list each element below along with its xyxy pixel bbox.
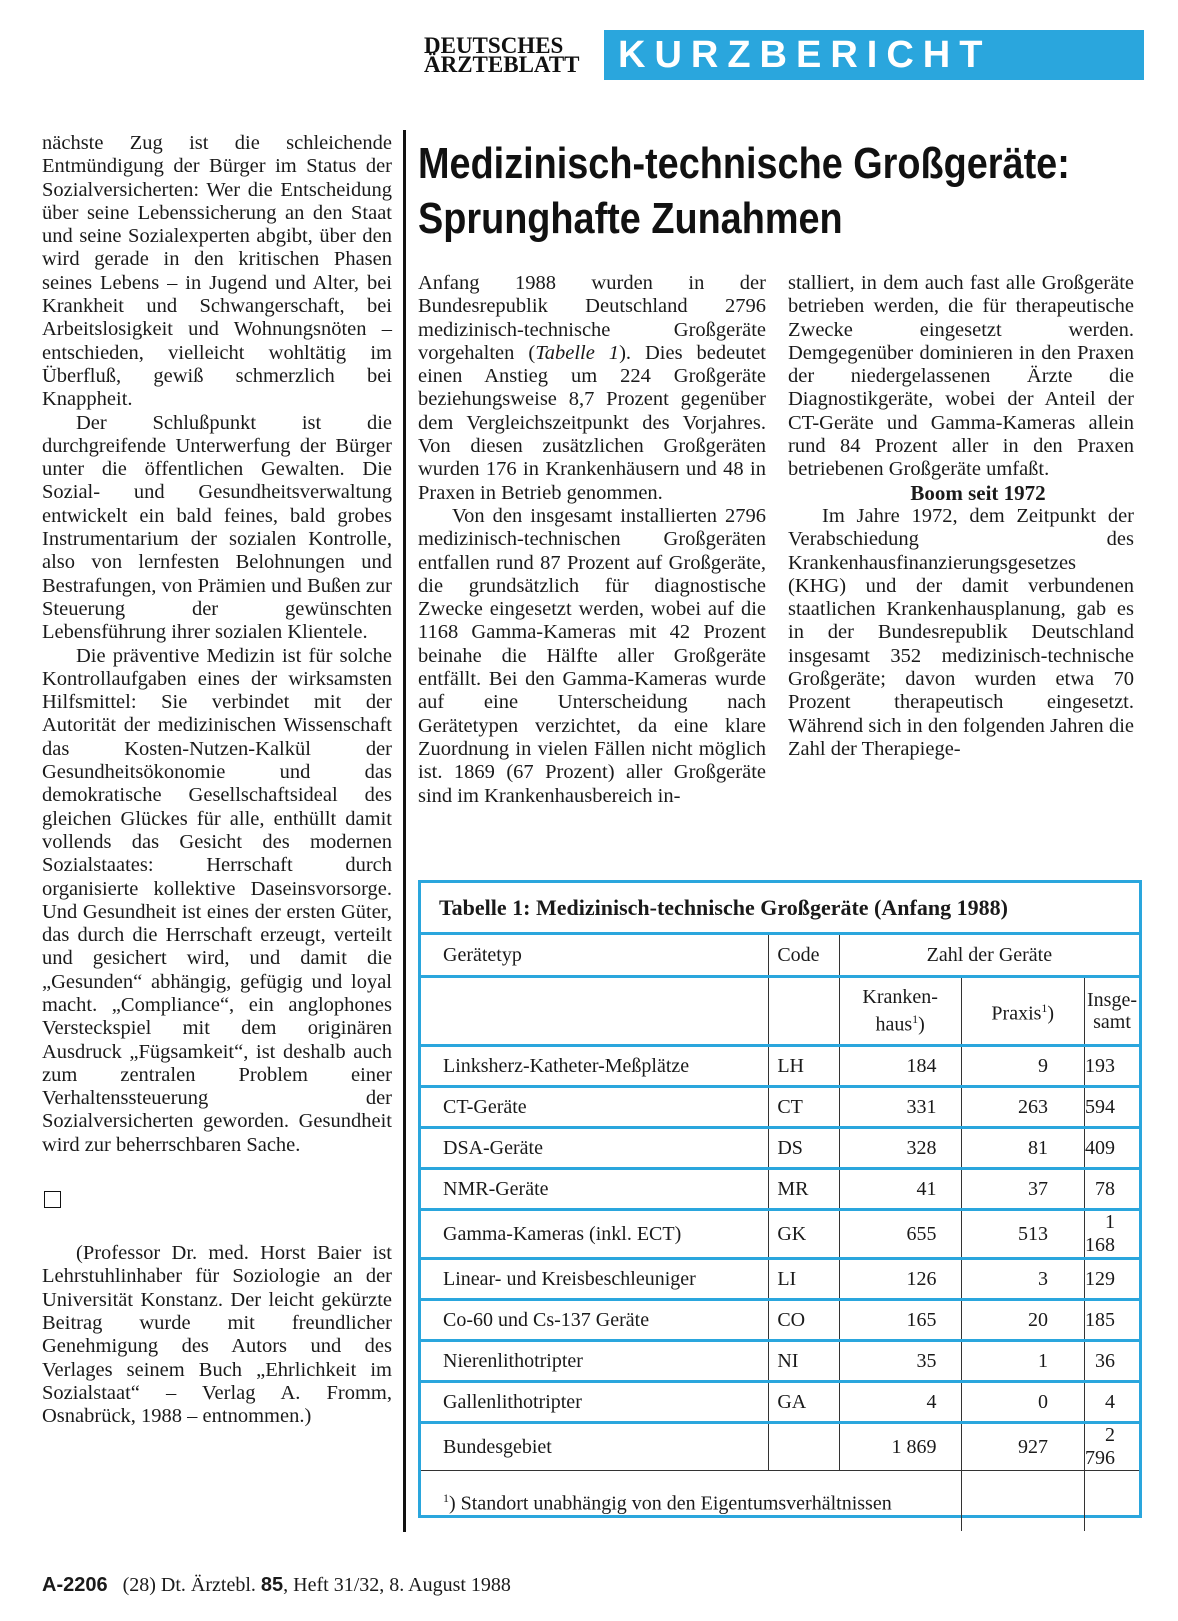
row-code: CO: [769, 1300, 839, 1341]
table-row: [421, 1087, 1139, 1128]
right-paragraph-2: Im Jahre 1972, dem Zeitpunkt der Verabschiedung des Krankenhausfinanzierungsgesetzes (KHG) und der damit verbundenen staatlichen Krankenhausplanung, gab es in der Bundesrepublik Deutschland insgesamt 352 medizinisch-technische Großgeräte; davon wurden etwa 70 Prozent therapeutisch eingesetzt. Während sich in den folgenden Jahren die Zahl der Therapiege-: [788, 504, 1134, 760]
row-hospital: 328: [839, 1128, 961, 1169]
row-total: 129: [1085, 1259, 1140, 1300]
row-code: DS: [769, 1128, 839, 1169]
row-code: CT: [769, 1087, 839, 1128]
headline-line-2: Sprunghafte Zunahmen: [418, 194, 843, 243]
row-total: 185: [1085, 1300, 1140, 1341]
row-practice: 20: [961, 1300, 1084, 1341]
header-total: [1085, 977, 1140, 1046]
author-bio: (Professor Dr. med. Horst Baier ist Lehrstuhlinhaber für Soziologie an der Universität Konstanz. Der leicht gekürzte Beitrag wurde mit freundlicher Genehmigung des Autors und des Verlages seinem Buch „Ehrlichkeit im Sozialstaat“ – Verlag A. Fromm, Osnabrück, 1988 – entnommen.): [42, 1242, 392, 1428]
left-column: [42, 132, 392, 1428]
total-hospital: 1 869: [839, 1423, 961, 1471]
row-practice: 81: [961, 1128, 1084, 1169]
devices-data-table: [421, 935, 1139, 1531]
row-total: 409: [1085, 1128, 1140, 1169]
table-row: [421, 1128, 1139, 1169]
row-type: DSA-Geräte: [421, 1128, 769, 1169]
footnote-empty-1: [961, 1471, 1084, 1532]
row-type: NMR-Geräte: [421, 1169, 769, 1210]
footnote-sup: 1: [443, 1490, 449, 1505]
masthead: [424, 30, 1144, 80]
table-row: [421, 1169, 1139, 1210]
mid-paragraph-2: Von den insgesamt installierten 2796 medizinisch-technischen Großgeräten entfallen rund 87 Prozent auf Großgeräte, die grundsätzlich für diagnostische Zwecke eingesetzt werden, wobei auf die 1168 Gamma-Kameras mit 42 Prozent beinahe die Hälfte aller Großgeräte entfällt. Bei den Gamma-Kameras wurde auf eine Unterscheidung nach Gerätetypen verzichtet, da eine klare Zuordnung in vielen Fällen nicht möglich ist. 1869 (67 Prozent) aller Großgeräte sind im Krankenhausbereich in-: [418, 504, 766, 807]
row-code: LI: [769, 1259, 839, 1300]
header-empty: [421, 977, 769, 1046]
row-hospital: 165: [839, 1300, 961, 1341]
table-header-row-2: [421, 977, 1139, 1046]
logo-line-2: ÄRZTEBLATT: [424, 52, 580, 77]
footer-text-b: , Heft 31/32, 8. August 1988: [283, 1574, 511, 1596]
table-footnote: [421, 1471, 961, 1532]
header-hospital-b: haus: [875, 1013, 913, 1036]
devices-table: [418, 880, 1142, 1518]
row-total: 594: [1085, 1087, 1140, 1128]
headline-line-1: Medizinisch-technische Großgeräte:: [418, 139, 1070, 188]
footer-text-a: (28) Dt. Ärztebl.: [122, 1574, 256, 1596]
row-practice: 0: [961, 1382, 1084, 1423]
row-total: 1 168: [1085, 1210, 1140, 1259]
header-code: Code: [769, 935, 839, 977]
section-banner: KURZBERICHT: [604, 30, 1144, 80]
row-total: 193: [1085, 1046, 1140, 1087]
header-code-empty: [769, 977, 839, 1046]
row-type: Nierenlithotripter: [421, 1341, 769, 1382]
mid-paragraph-1: [418, 272, 766, 505]
left-paragraph-2: Der Schlußpunkt ist die durchgreifende Unterwerfung der Bürger unter die öffentlichen Gewalten. Die Sozial- und Gesundheitsverwaltung entwickelt ein bald feines, bald grobes Instrumentarium der sozialen Kontrolle, also von lernfesten Belohnungen und Bestrafungen, von Prämien und Bußen zur Steuerung der gewünschten Lebensführung ihrer sozialen Klientele.: [42, 411, 392, 644]
header-total-a: Insge-: [1087, 989, 1137, 1011]
table-row: [421, 1046, 1139, 1087]
header-hospital: [839, 977, 961, 1046]
end-of-article-box: [44, 1191, 61, 1208]
row-practice: 513: [961, 1210, 1084, 1259]
logo-line-1: DEUTSCHES: [424, 33, 564, 58]
header-group: Zahl der Geräte: [839, 935, 1139, 977]
row-practice: 9: [961, 1046, 1084, 1087]
table-row: [421, 1341, 1139, 1382]
row-type: Linksherz-Katheter-Meßplätze: [421, 1046, 769, 1087]
header-practice-paren: ): [1047, 1002, 1055, 1025]
row-type: Gamma-Kameras (inkl. ECT): [421, 1210, 769, 1259]
left-paragraph-1: nächste Zug ist die schleichende Entmündigung der Bürger im Status der Sozialversicherten: Wer die Entscheidung über seine Lebenssicherung an den Staat und seine Sozialexperten abgibt, über den wird gerade in den kritischen Phasen seines Lebens – in Jugend und Alter, bei Krankheit und Schwangerschaft, bei Arbeitslosigkeit und Wohnungsnöten – entschieden, vielleicht wohltätig im Überfluß, gewiß schmerzlich bei Knappheit.: [42, 132, 392, 411]
right-column: [788, 272, 1134, 761]
table-footnote-row: [421, 1471, 1139, 1532]
table-total-row: [421, 1423, 1139, 1471]
column-divider: [403, 130, 406, 1532]
row-hospital: 184: [839, 1046, 961, 1087]
row-practice: 1: [961, 1341, 1084, 1382]
table-row: [421, 1300, 1139, 1341]
row-hospital: 655: [839, 1210, 961, 1259]
row-hospital: 35: [839, 1341, 961, 1382]
header-hospital-paren: ): [918, 1013, 925, 1036]
mid-p1-part-b: ). Dies bedeutet einen Anstieg um 224 Großgeräte beziehungsweise 8,7 Prozent gegenüber dem Vergleichszeitpunkt des Vorjahres. Von diesen zusätzlichen Großgeräten wurden 176 in Krankenhäusern und 48 in Praxen in Betrieb genommen.: [418, 341, 766, 504]
table-row: [421, 1259, 1139, 1300]
row-practice: 37: [961, 1169, 1084, 1210]
total-code: [769, 1423, 839, 1471]
row-code: LH: [769, 1046, 839, 1087]
total-total: 2 796: [1085, 1423, 1140, 1471]
header-practice: [961, 977, 1084, 1046]
row-hospital: 4: [839, 1382, 961, 1423]
table-row: [421, 1382, 1139, 1423]
left-paragraph-3: Die präventive Medizin ist für solche Kontrollaufgaben eines der wirksamsten Hilfsmittel: Sie verbindet mit der Autorität der medizinischen Wissenschaft das Kosten-Nutzen-Kalkül der Gesundheitsökonomie und das demokratische Gesellschaftsideal des gleichen Glückes für alle, enthüllt damit vollends das Gesicht des modernen Sozialstaates: Herrschaft durch organisierte kollektive Daseinsvorsorge. Und Gesundheit ist eines der ersten Güter, das durch die Herrschaft erzeugt, verteilt und gesichert wird, und damit die „Gesunden“ abhängig, gefügig und loyal macht. „Compliance“, ein anglophones Versteckspiel mit dem originären Ausdruck „Fügsamkeit“, ist deshalb auch zum zentralen Problem einer Verhaltenssteuerung der Sozialversicherten geworden. Gesundheit wird zur beherrschbaren Sache.: [42, 644, 392, 1156]
row-type: Gallenlithotripter: [421, 1382, 769, 1423]
header-hospital-sup: 1: [912, 1012, 919, 1027]
row-type: Co-60 und Cs-137 Geräte: [421, 1300, 769, 1341]
page-number: A-2206: [42, 1574, 108, 1596]
row-total: 4: [1085, 1382, 1140, 1423]
row-hospital: 331: [839, 1087, 961, 1128]
journal-logo: [424, 33, 600, 77]
table-header-row-1: [421, 935, 1139, 977]
mid-p1-part-a: Anfang 1988 wurden in der Bundesrepublik Deutschland 2796 medizinisch-technische Großgeräte vorgehalten (: [418, 272, 766, 364]
row-hospital: 126: [839, 1259, 961, 1300]
header-type: Gerätetyp: [421, 935, 769, 977]
total-practice: 927: [961, 1423, 1084, 1471]
table-title: Tabelle 1: Medizinisch-technische Großgeräte (Anfang 1988): [421, 883, 1139, 935]
header-total-b: samt: [1093, 1011, 1131, 1033]
header-practice-text: Praxis: [991, 1002, 1042, 1025]
right-paragraph-1: stalliert, in dem auch fast alle Großgeräte betrieben werden, die für therapeutische Zwecke eingesetzt werden. Demgegenüber dominieren in den Praxen der niedergelassenen Ärzte die Diagnostikgeräte, wobei der Anteil der CT-Geräte und Gamma-Kameras allein rund 84 Prozent aller in den Praxen betriebenen Großgeräte umfaßt.: [788, 272, 1134, 481]
footnote-empty-2: [1085, 1471, 1140, 1532]
row-code: NI: [769, 1341, 839, 1382]
middle-column: [418, 272, 766, 808]
table-reference: Tabelle 1: [535, 341, 620, 364]
row-type: CT-Geräte: [421, 1087, 769, 1128]
row-total: 36: [1085, 1341, 1140, 1382]
row-code: MR: [769, 1169, 839, 1210]
table-row: [421, 1210, 1139, 1259]
header-practice-sup: 1: [1041, 1001, 1048, 1016]
article-headline: [418, 136, 1149, 246]
footer-volume: 85: [260, 1574, 284, 1596]
row-total: 78: [1085, 1169, 1140, 1210]
page-footer: [42, 1574, 742, 1597]
footnote-text: ) Standort unabhängig von den Eigentumsverhältnissen: [449, 1492, 892, 1515]
row-practice: 263: [961, 1087, 1084, 1128]
header-hospital-a: Kranken-: [862, 986, 938, 1009]
row-practice: 3: [961, 1259, 1084, 1300]
row-code: GK: [769, 1210, 839, 1259]
row-type: Linear- und Kreisbeschleuniger: [421, 1259, 769, 1300]
row-code: GA: [769, 1382, 839, 1423]
row-hospital: 41: [839, 1169, 961, 1210]
total-type: Bundesgebiet: [421, 1423, 769, 1471]
subheading: Boom seit 1972: [910, 480, 1046, 505]
